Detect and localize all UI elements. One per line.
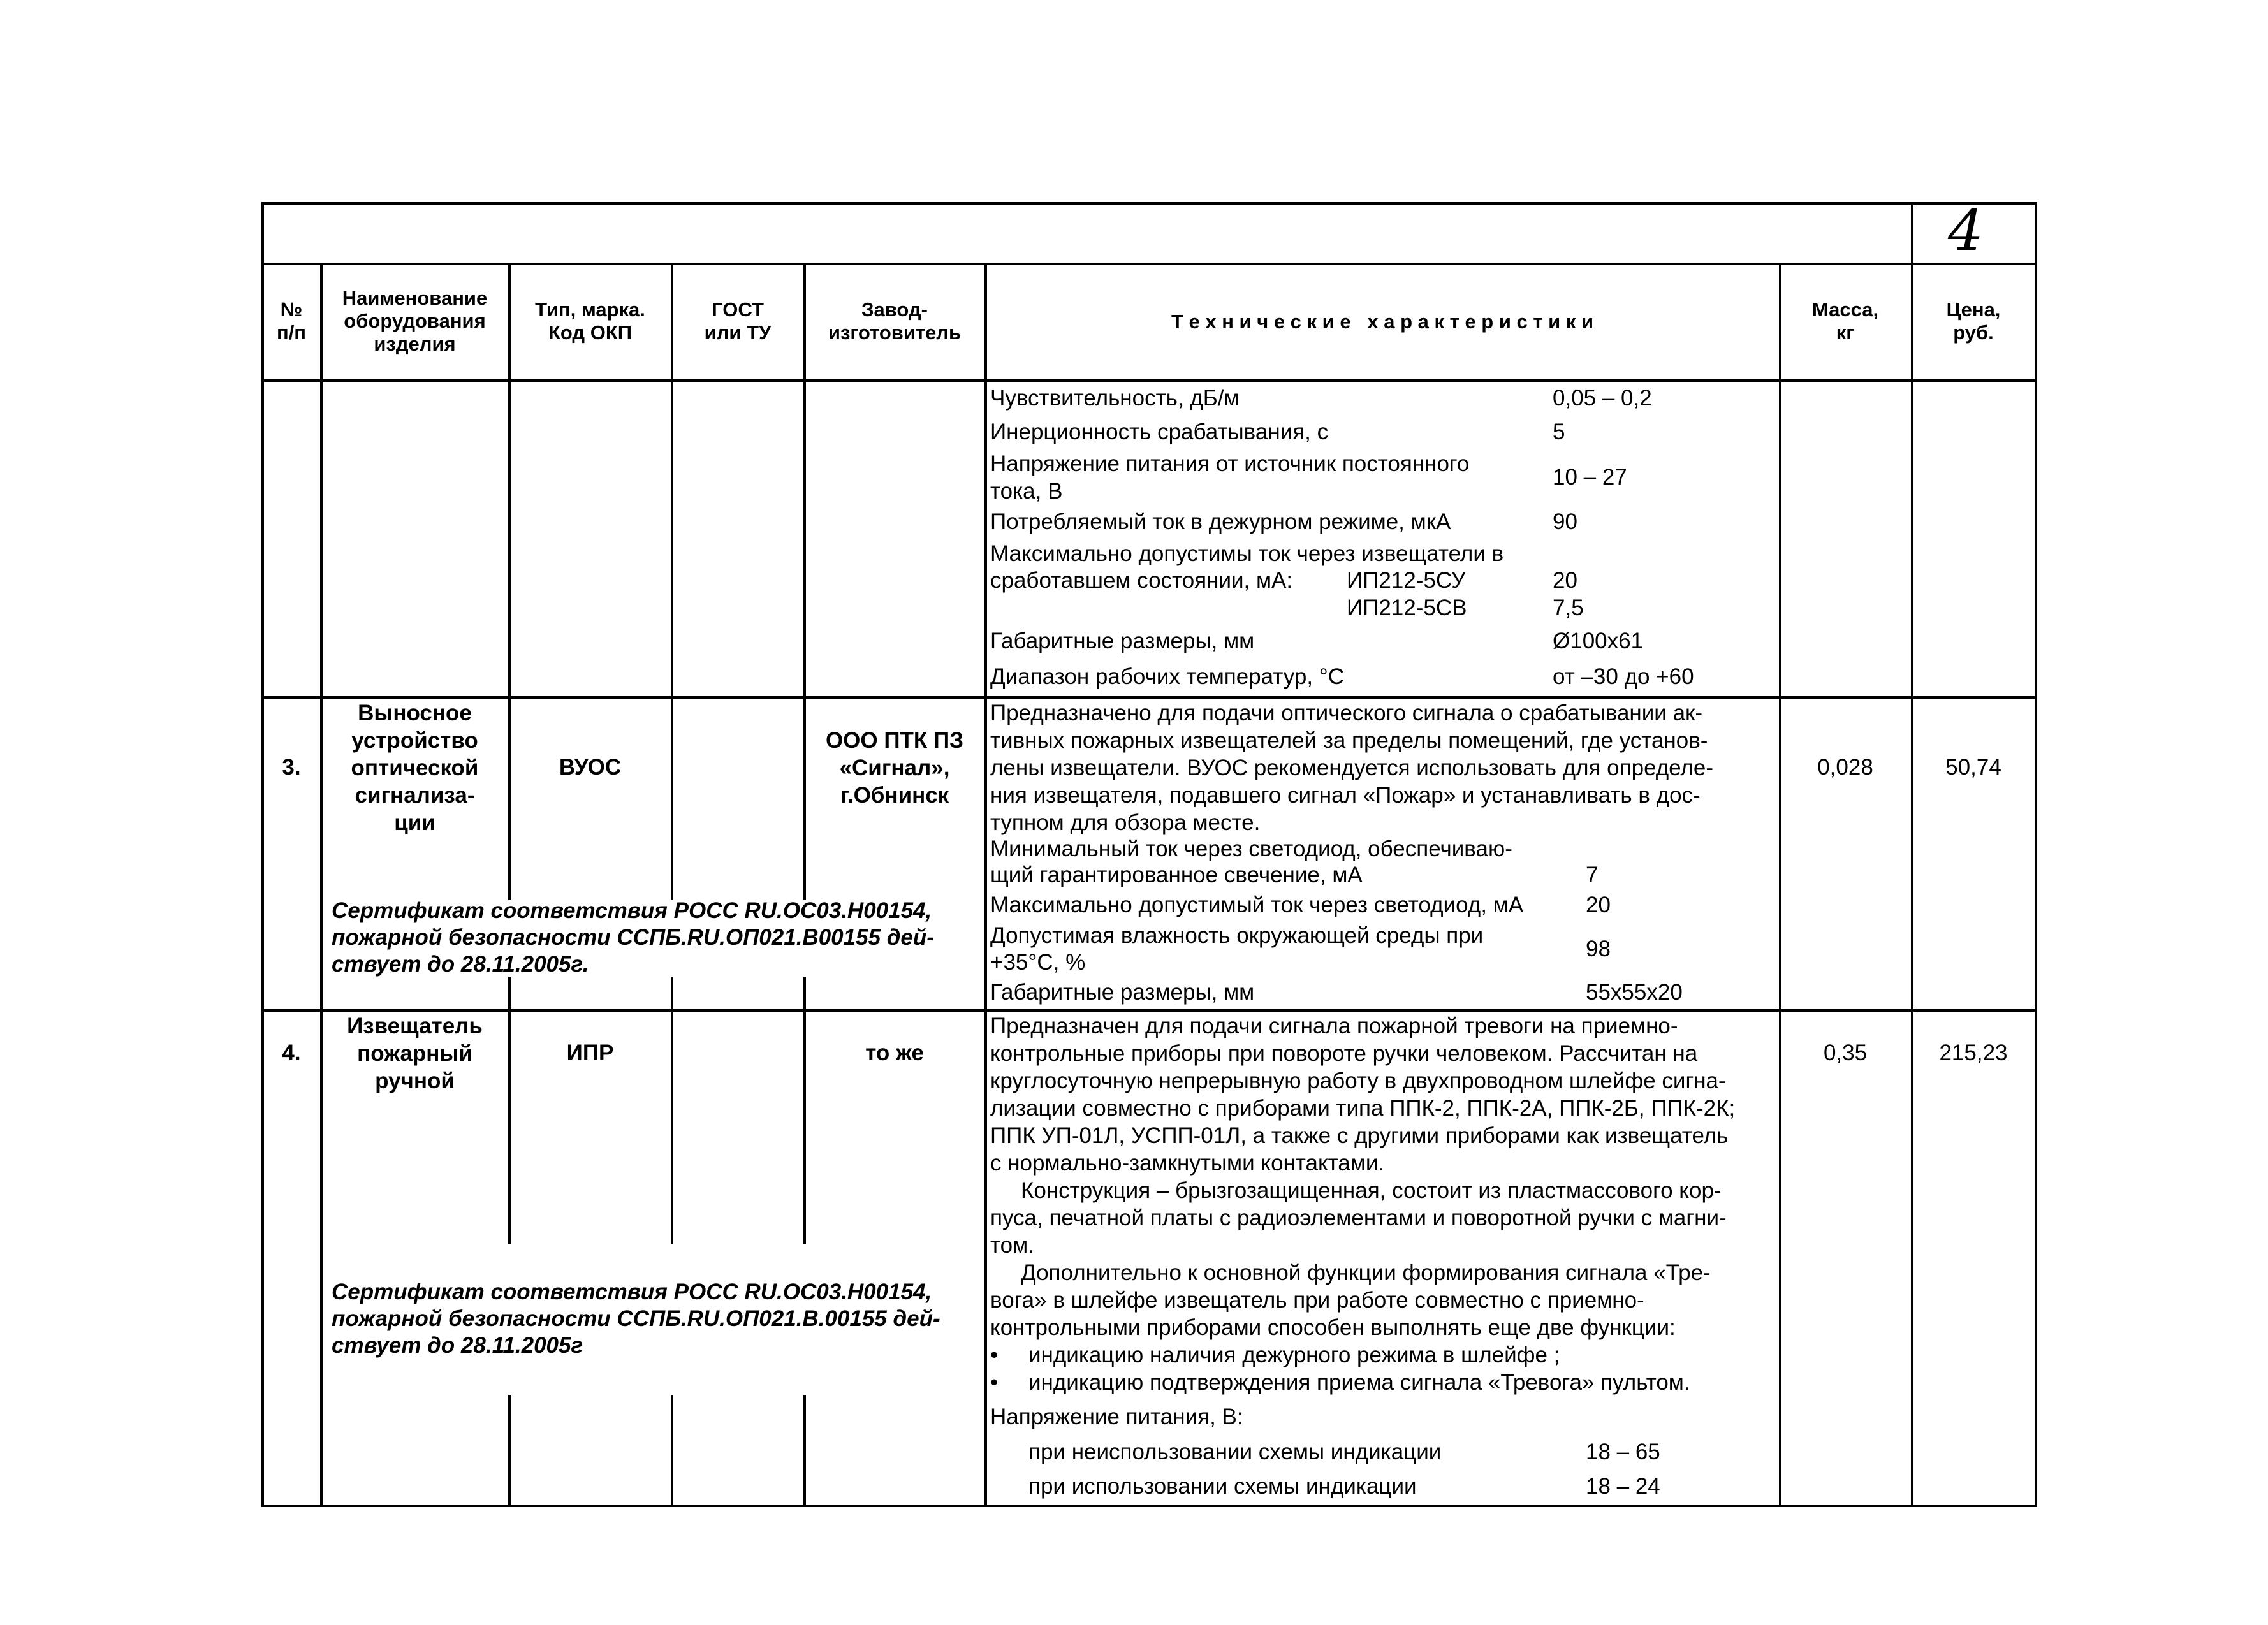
col-line-tech [984, 263, 987, 1507]
spec-value: от –30 до +60 [1553, 664, 1694, 689]
spec-value: 20 [1553, 568, 1577, 593]
item-description: Предназначен для подачи сигнала пожарной тревоги на приемно- контрольные приборы при повороте ручки человеком. Рассчитан на круглосуточную непрерывную работу в двухпроводном шлейфе сигна- лизации совместно с приборами типа ППК-2, ППК-2А, ППК-2Б, ППК-2К; ППК УП-01Л, УСПП-01Л, а также с другими приборами как извещатель с нормально-замкнутыми контактами. [990, 1014, 1736, 1176]
item-type: ИПР [566, 1040, 614, 1065]
header-type: Тип, марка. Код ОКП [535, 298, 645, 344]
col-line-type-c [671, 1395, 673, 1507]
row-number: 3. [282, 755, 301, 780]
header-mass: Масса, кг [1811, 298, 1879, 344]
col-line-name-c [508, 1395, 511, 1507]
list-item: • индикацию наличия дежурного режима в шлейфе ; [990, 1343, 1560, 1367]
spec-value: Ø100x61 [1553, 629, 1644, 653]
spec-label: Габаритные размеры, мм [990, 980, 1255, 1005]
spec-value: 7,5 [1553, 595, 1584, 620]
spec-label-cont: +35°С, % [990, 950, 1086, 975]
table-bottom-border [261, 1505, 2037, 1507]
spec-label: Чувствительность, дБ/м [990, 386, 1240, 411]
spec-label-cont: сработавшем состоянии, мА: [990, 568, 1293, 593]
col-line-name-b [508, 977, 511, 1244]
spec-label-cont: тока, В [990, 479, 1063, 504]
header-price: Цена, руб. [1946, 298, 2001, 344]
spec-label: Потребляемый ток в дежурном режиме, мкА [990, 509, 1451, 534]
col-line-mass [1779, 263, 1781, 1507]
header-top-line [261, 263, 2037, 265]
spec-value: 20 [1586, 893, 1611, 917]
spec-label: Минимальный ток через светодиод, обеспечиваю- [990, 836, 1512, 861]
col-line-gost-b [803, 977, 806, 1244]
header-bottom-line [261, 379, 2037, 382]
spec-label: Габаритные размеры, мм [990, 629, 1255, 653]
spec-value: 5 [1553, 419, 1565, 444]
item-maker: то же [865, 1040, 924, 1065]
spec-value: 55x55x20 [1586, 980, 1683, 1005]
col-line-gost-c [803, 1395, 806, 1507]
item-mass: 0,028 [1817, 755, 1873, 780]
bullet-icon: • [990, 1343, 999, 1367]
row-number: 4. [282, 1040, 301, 1065]
spec-label: Максимально допустимы ток через извещатели в [990, 541, 1504, 566]
voltage-value: 18 – 65 [1586, 1439, 1660, 1464]
row3-top-line [261, 696, 2037, 699]
item-type: ВУОС [559, 755, 622, 780]
spec-sub-label: ИП212-5СУ [1347, 568, 1466, 593]
voltage-label: при использовании схемы индикации [1028, 1474, 1417, 1499]
item-construction: Конструкция – брызгозащищенная, состоит из пластмассового кор- пуса, печатной платы с радиоэлементами и поворотной ручки с магни- том. [990, 1178, 1727, 1258]
spec-value: 10 – 27 [1553, 465, 1627, 490]
spec-sub-label: ИП212-5СВ [1347, 595, 1467, 620]
col-line-num [320, 263, 323, 1507]
header-num: № п/п [276, 298, 307, 344]
header-gost: ГОСТ или ТУ [704, 298, 772, 344]
table-right-border [2035, 202, 2037, 1507]
item-additional: Дополнительно к основной функции формирования сигнала «Тре- вога» в шлейфе извещатель при работе совместно с приемно- контрольными приборами способен выполнять еще две функции: [990, 1260, 1711, 1340]
spec-label: Напряжение питания от источник постоянного [990, 451, 1470, 476]
voltage-title: Напряжение питания, В: [990, 1404, 1243, 1429]
spec-value: 0,05 – 0,2 [1553, 386, 1652, 411]
col-line-name [508, 263, 511, 900]
row4-top-line [261, 1009, 2037, 1012]
bullet-list [990, 1341, 1690, 1396]
bullet-icon: • [990, 1370, 999, 1395]
spec-value: 98 [1586, 936, 1611, 961]
item-description: Предназначено для подачи оптического сигнала о срабатывании ак- тивных пожарных извещателей за пределы помещений, где установ- лены извещатели. ВУОС рекомендуется использовать для определе- ния извещателя, подавшего сигнал «Пожар» и устанавливать в дос- тупном для обзора месте. [990, 701, 1714, 835]
certificate: Сертификат соответствия РОСС RU.ОС03.Н00154, пожарной безопасности ССПБ.RU.ОП021.В.00155 дей- ствует до 28.11.2005г [332, 1279, 940, 1358]
spec-value: 7 [1586, 863, 1599, 887]
certificate: Сертификат соответствия РОСС RU.ОС03.Н00154, пожарной безопасности ССПБ.RU.ОП021.В00155 дей- ствует до 28.11.2005г. [332, 898, 934, 977]
header-tech: Т е х н и ч е с к и е х а р а к т е р и с т и к и [1171, 310, 1594, 333]
col-line-type-b [671, 977, 673, 1244]
col-line-price [1911, 263, 1913, 1507]
header-name: Наименование оборудования изделия [342, 287, 488, 355]
item-price: 215,23 [1939, 1040, 2008, 1065]
table-top-border [261, 202, 2037, 205]
spec-label: Инерционность срабатывания, с [990, 419, 1329, 444]
item-price: 50,74 [1945, 755, 2001, 780]
header-maker: Завод- изготовитель [828, 298, 962, 344]
item-maker: ООО ПТК ПЗ «Сигнал», г.Обнинск [825, 728, 964, 808]
item-name: Выносное устройство оптической сигнализа- ции [351, 701, 479, 835]
item-name: Извещатель пожарный ручной [347, 1014, 483, 1093]
col-line-type [671, 263, 673, 900]
list-item: • индикацию подтверждения приема сигнала «Тревога» пультом. [990, 1370, 1690, 1395]
page-number-box-line [1911, 202, 1913, 263]
page-number: 4 [1948, 198, 1984, 263]
spec-label: Допустимая влажность окружающей среды при [990, 923, 1484, 948]
voltage-label: при неиспользовании схемы индикации [1028, 1439, 1442, 1464]
item-mass: 0,35 [1823, 1040, 1868, 1065]
voltage-value: 18 – 24 [1586, 1474, 1660, 1499]
spec-label: Максимально допустимый ток через светодиод, мА [990, 893, 1524, 917]
table-left-border [261, 202, 264, 1507]
spec-label: Диапазон рабочих температур, °С [990, 664, 1345, 689]
spec-value: 90 [1553, 509, 1577, 534]
spec-label-cont: щий гарантированное свечение, мА [990, 863, 1363, 887]
